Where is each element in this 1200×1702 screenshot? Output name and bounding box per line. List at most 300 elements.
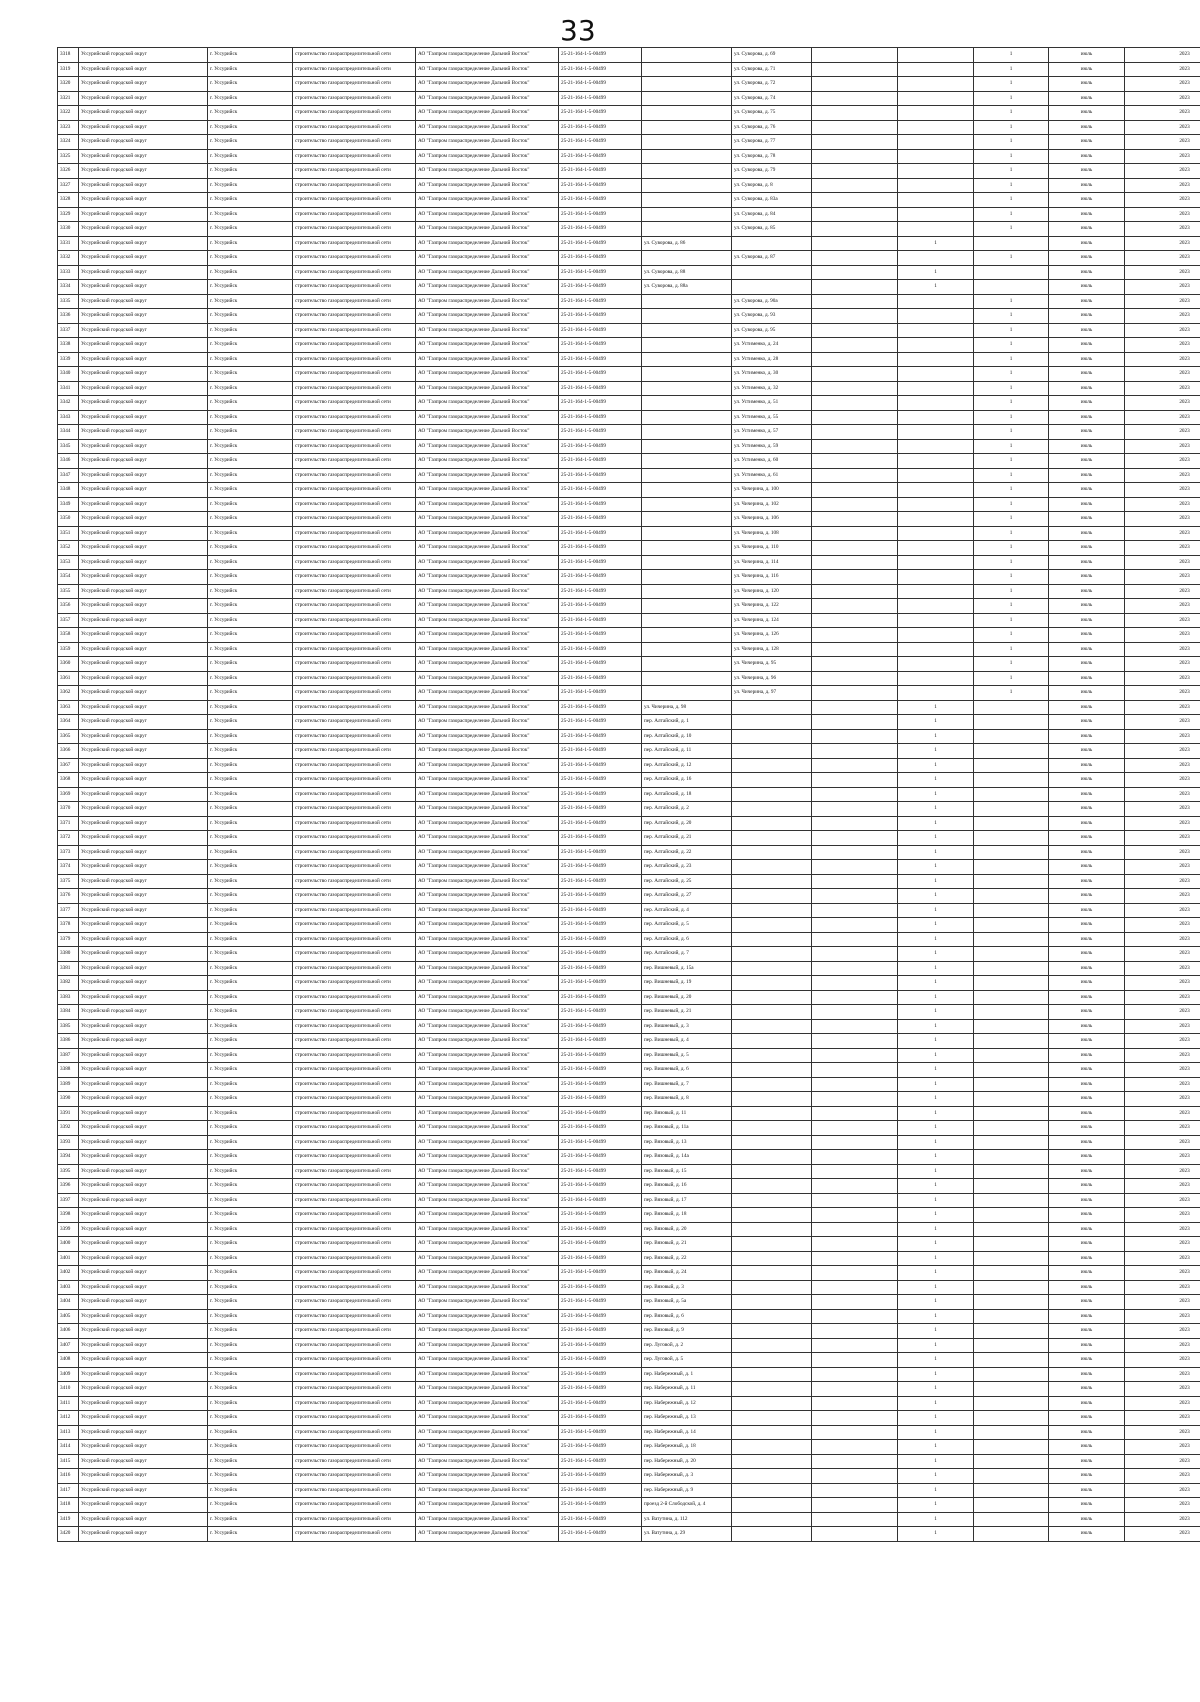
- row-number: 3318: [58, 48, 79, 63]
- work-type-cell: строительство газораспределительной сети: [293, 135, 416, 150]
- empty-cell: [898, 613, 974, 628]
- city-cell: г. Уссурийск: [208, 1077, 293, 1092]
- year-cell: 2023: [1125, 889, 1200, 904]
- work-type-cell: строительство газораспределительной сети: [293, 1077, 416, 1092]
- district-cell: Уссурийский городской округ: [79, 990, 208, 1005]
- month-cell: июль: [1049, 1338, 1125, 1353]
- registry-code-cell: 25-21-164-1-5-00499: [559, 1512, 642, 1527]
- work-type-cell: строительство газораспределительной сети: [293, 976, 416, 991]
- month-cell: июль: [1049, 1048, 1125, 1063]
- table-row: [58, 222, 1200, 237]
- work-type-cell: строительство газораспределительной сети: [293, 512, 416, 527]
- address-cell: пер. Вишневый, д. 7: [642, 1077, 732, 1092]
- empty-cell: [812, 1193, 898, 1208]
- month-cell: июль: [1049, 251, 1125, 266]
- work-type-cell: строительство газораспределительной сети: [293, 1193, 416, 1208]
- empty-cell: [812, 48, 898, 63]
- count-cell: 1: [974, 657, 1049, 672]
- empty-cell: [732, 860, 812, 875]
- year-cell: 2023: [1125, 367, 1200, 382]
- empty-cell: [642, 555, 732, 570]
- address-cell: пер. Вязовый, д. 3: [642, 1280, 732, 1295]
- row-number: 3358: [58, 628, 79, 643]
- empty-cell: [732, 903, 812, 918]
- table-row: [58, 1251, 1200, 1266]
- table-row: [58, 236, 1200, 251]
- work-type-cell: строительство газораспределительной сети: [293, 1063, 416, 1078]
- empty-cell: [898, 425, 974, 440]
- address-cell: ул. Чичерина, д. 122: [732, 599, 812, 614]
- address-cell: пер. Набережный, д. 11: [642, 1382, 732, 1397]
- empty-cell: [732, 1222, 812, 1237]
- registry-code-cell: 25-21-164-1-5-00499: [559, 1077, 642, 1092]
- city-cell: г. Уссурийск: [208, 976, 293, 991]
- empty-cell: [732, 1483, 812, 1498]
- city-cell: г. Уссурийск: [208, 758, 293, 773]
- empty-cell: [812, 787, 898, 802]
- year-cell: 2023: [1125, 1469, 1200, 1484]
- registry-code-cell: 25-21-164-1-5-00499: [559, 497, 642, 512]
- empty-cell: [974, 1338, 1049, 1353]
- table-row: [58, 541, 1200, 556]
- empty-cell: [898, 352, 974, 367]
- owner-cell: АО "Газпром газораспределение Дальний Восток": [416, 1193, 559, 1208]
- empty-cell: [642, 425, 732, 440]
- year-cell: 2023: [1125, 164, 1200, 179]
- empty-cell: [812, 657, 898, 672]
- empty-cell: [974, 729, 1049, 744]
- address-cell: пер. Луговой, д. 2: [642, 1338, 732, 1353]
- city-cell: г. Уссурийск: [208, 686, 293, 701]
- work-type-cell: строительство газораспределительной сети: [293, 207, 416, 222]
- district-cell: Уссурийский городской округ: [79, 1150, 208, 1165]
- month-cell: июль: [1049, 338, 1125, 353]
- district-cell: Уссурийский городской округ: [79, 91, 208, 106]
- district-cell: Уссурийский городской округ: [79, 1498, 208, 1513]
- work-type-cell: строительство газораспределительной сети: [293, 555, 416, 570]
- count-cell: 1: [898, 715, 974, 730]
- empty-cell: [974, 1295, 1049, 1310]
- city-cell: г. Уссурийск: [208, 1034, 293, 1049]
- row-number: 3386: [58, 1034, 79, 1049]
- month-cell: июль: [1049, 613, 1125, 628]
- year-cell: 2023: [1125, 541, 1200, 556]
- empty-cell: [898, 48, 974, 63]
- owner-cell: АО "Газпром газораспределение Дальний Восток": [416, 62, 559, 77]
- table-row: [58, 1425, 1200, 1440]
- registry-code-cell: 25-21-164-1-5-00499: [559, 1193, 642, 1208]
- row-number: 3382: [58, 976, 79, 991]
- table-row: [58, 352, 1200, 367]
- month-cell: июль: [1049, 236, 1125, 251]
- month-cell: июль: [1049, 265, 1125, 280]
- empty-cell: [732, 1527, 812, 1542]
- count-cell: 1: [898, 1135, 974, 1150]
- count-cell: 1: [974, 149, 1049, 164]
- empty-cell: [642, 120, 732, 135]
- year-cell: 2023: [1125, 715, 1200, 730]
- table-row: [58, 1193, 1200, 1208]
- city-cell: г. Уссурийск: [208, 309, 293, 324]
- owner-cell: АО "Газпром газораспределение Дальний Восток": [416, 1164, 559, 1179]
- empty-cell: [812, 1367, 898, 1382]
- owner-cell: АО "Газпром газораспределение Дальний Восток": [416, 1353, 559, 1368]
- address-cell: ул. Суворова, д. 90а: [732, 294, 812, 309]
- empty-cell: [812, 1527, 898, 1542]
- address-cell: пер. Вишневый, д. 20: [642, 990, 732, 1005]
- registry-code-cell: 25-21-164-1-5-00499: [559, 570, 642, 585]
- month-cell: июль: [1049, 1106, 1125, 1121]
- empty-cell: [974, 903, 1049, 918]
- empty-cell: [974, 744, 1049, 759]
- owner-cell: АО "Газпром газораспределение Дальний Восток": [416, 773, 559, 788]
- row-number: 3383: [58, 990, 79, 1005]
- count-cell: 1: [974, 48, 1049, 63]
- year-cell: 2023: [1125, 1425, 1200, 1440]
- month-cell: июль: [1049, 1353, 1125, 1368]
- month-cell: июль: [1049, 628, 1125, 643]
- owner-cell: АО "Газпром газораспределение Дальний Восток": [416, 497, 559, 512]
- work-type-cell: строительство газораспределительной сети: [293, 338, 416, 353]
- table-row: [58, 1150, 1200, 1165]
- empty-cell: [812, 1063, 898, 1078]
- year-cell: 2023: [1125, 309, 1200, 324]
- count-cell: 1: [898, 802, 974, 817]
- month-cell: июль: [1049, 1324, 1125, 1339]
- empty-cell: [642, 323, 732, 338]
- month-cell: июль: [1049, 48, 1125, 63]
- empty-cell: [732, 961, 812, 976]
- empty-cell: [812, 1034, 898, 1049]
- table-row: [58, 787, 1200, 802]
- district-cell: Уссурийский городской округ: [79, 903, 208, 918]
- address-cell: пер. Вязовый, д. 11а: [642, 1121, 732, 1136]
- empty-cell: [898, 468, 974, 483]
- year-cell: 2023: [1125, 1164, 1200, 1179]
- empty-cell: [732, 1425, 812, 1440]
- city-cell: г. Уссурийск: [208, 1295, 293, 1310]
- work-type-cell: строительство газораспределительной сети: [293, 1135, 416, 1150]
- city-cell: г. Уссурийск: [208, 1483, 293, 1498]
- empty-cell: [732, 1411, 812, 1426]
- empty-cell: [974, 860, 1049, 875]
- work-type-cell: строительство газораспределительной сети: [293, 1280, 416, 1295]
- table-row: [58, 48, 1200, 63]
- city-cell: г. Уссурийск: [208, 410, 293, 425]
- month-cell: июль: [1049, 1309, 1125, 1324]
- city-cell: г. Уссурийск: [208, 62, 293, 77]
- row-number: 3413: [58, 1425, 79, 1440]
- city-cell: г. Уссурийск: [208, 106, 293, 121]
- address-cell: пер. Алтайский, д. 2: [642, 802, 732, 817]
- row-number: 3345: [58, 439, 79, 454]
- empty-cell: [642, 164, 732, 179]
- year-cell: 2023: [1125, 671, 1200, 686]
- table-row: [58, 120, 1200, 135]
- year-cell: 2023: [1125, 439, 1200, 454]
- address-cell: ул. Устименко, д. 51: [732, 396, 812, 411]
- year-cell: 2023: [1125, 860, 1200, 875]
- empty-cell: [732, 1454, 812, 1469]
- owner-cell: АО "Газпром газораспределение Дальний Восток": [416, 918, 559, 933]
- count-cell: 1: [898, 787, 974, 802]
- address-cell: ул. Суворова, д. 84: [732, 207, 812, 222]
- month-cell: июль: [1049, 1121, 1125, 1136]
- year-cell: 2023: [1125, 686, 1200, 701]
- owner-cell: АО "Газпром газораспределение Дальний Восток": [416, 541, 559, 556]
- empty-cell: [898, 91, 974, 106]
- row-number: 3417: [58, 1483, 79, 1498]
- owner-cell: АО "Газпром газораспределение Дальний Восток": [416, 1483, 559, 1498]
- year-cell: 2023: [1125, 1440, 1200, 1455]
- district-cell: Уссурийский городской округ: [79, 1251, 208, 1266]
- work-type-cell: строительство газораспределительной сети: [293, 77, 416, 92]
- row-number: 3367: [58, 758, 79, 773]
- owner-cell: АО "Газпром газораспределение Дальний Восток": [416, 1498, 559, 1513]
- empty-cell: [812, 1498, 898, 1513]
- registry-code-cell: 25-21-164-1-5-00499: [559, 1121, 642, 1136]
- work-type-cell: строительство газораспределительной сети: [293, 1164, 416, 1179]
- empty-cell: [898, 396, 974, 411]
- city-cell: г. Уссурийск: [208, 323, 293, 338]
- district-cell: Уссурийский городской округ: [79, 106, 208, 121]
- registry-code-cell: 25-21-164-1-5-00499: [559, 149, 642, 164]
- row-number: 3335: [58, 294, 79, 309]
- count-cell: 1: [898, 1527, 974, 1542]
- empty-cell: [812, 106, 898, 121]
- table-row: [58, 1048, 1200, 1063]
- city-cell: г. Уссурийск: [208, 874, 293, 889]
- work-type-cell: строительство газораспределительной сети: [293, 1396, 416, 1411]
- empty-cell: [732, 845, 812, 860]
- empty-cell: [974, 1454, 1049, 1469]
- owner-cell: АО "Газпром газораспределение Дальний Восток": [416, 758, 559, 773]
- district-cell: Уссурийский городской округ: [79, 1440, 208, 1455]
- month-cell: июль: [1049, 1222, 1125, 1237]
- table-row: [58, 1092, 1200, 1107]
- registry-code-cell: 25-21-164-1-5-00499: [559, 1338, 642, 1353]
- owner-cell: АО "Газпром газораспределение Дальний Восток": [416, 338, 559, 353]
- empty-cell: [732, 802, 812, 817]
- count-cell: 1: [974, 425, 1049, 440]
- empty-cell: [812, 62, 898, 77]
- empty-cell: [732, 1498, 812, 1513]
- count-cell: 1: [898, 816, 974, 831]
- address-cell: пер. Вязовый, д. 16: [642, 1179, 732, 1194]
- empty-cell: [812, 193, 898, 208]
- month-cell: июль: [1049, 599, 1125, 614]
- district-cell: Уссурийский городской округ: [79, 1063, 208, 1078]
- month-cell: июль: [1049, 164, 1125, 179]
- empty-cell: [974, 1106, 1049, 1121]
- empty-cell: [732, 773, 812, 788]
- month-cell: июль: [1049, 1251, 1125, 1266]
- district-cell: Уссурийский городской округ: [79, 787, 208, 802]
- year-cell: 2023: [1125, 91, 1200, 106]
- work-type-cell: строительство газораспределительной сети: [293, 352, 416, 367]
- year-cell: 2023: [1125, 497, 1200, 512]
- year-cell: 2023: [1125, 396, 1200, 411]
- work-type-cell: строительство газораспределительной сети: [293, 265, 416, 280]
- count-cell: 1: [974, 381, 1049, 396]
- row-number: 3362: [58, 686, 79, 701]
- owner-cell: АО "Газпром газораспределение Дальний Восток": [416, 1048, 559, 1063]
- empty-cell: [812, 149, 898, 164]
- city-cell: г. Уссурийск: [208, 599, 293, 614]
- row-number: 3366: [58, 744, 79, 759]
- table-row: [58, 526, 1200, 541]
- month-cell: июль: [1049, 1498, 1125, 1513]
- city-cell: г. Уссурийск: [208, 990, 293, 1005]
- table-row: [58, 294, 1200, 309]
- work-type-cell: строительство газораспределительной сети: [293, 686, 416, 701]
- count-cell: 1: [898, 918, 974, 933]
- empty-cell: [812, 816, 898, 831]
- month-cell: июль: [1049, 1034, 1125, 1049]
- owner-cell: АО "Газпром газораспределение Дальний Восток": [416, 1179, 559, 1194]
- registry-code-cell: 25-21-164-1-5-00499: [559, 860, 642, 875]
- month-cell: июль: [1049, 642, 1125, 657]
- work-type-cell: строительство газораспределительной сети: [293, 106, 416, 121]
- work-type-cell: строительство газораспределительной сети: [293, 48, 416, 63]
- year-cell: 2023: [1125, 106, 1200, 121]
- city-cell: г. Уссурийск: [208, 1469, 293, 1484]
- row-number: 3404: [58, 1295, 79, 1310]
- year-cell: 2023: [1125, 990, 1200, 1005]
- month-cell: июль: [1049, 120, 1125, 135]
- empty-cell: [898, 294, 974, 309]
- district-cell: Уссурийский городской округ: [79, 251, 208, 266]
- city-cell: г. Уссурийск: [208, 1454, 293, 1469]
- table-row: [58, 889, 1200, 904]
- row-number: 3412: [58, 1411, 79, 1426]
- owner-cell: АО "Газпром газораспределение Дальний Восток": [416, 1411, 559, 1426]
- registry-code-cell: 25-21-164-1-5-00499: [559, 990, 642, 1005]
- month-cell: июль: [1049, 1208, 1125, 1223]
- registry-code-cell: 25-21-164-1-5-00499: [559, 1411, 642, 1426]
- registry-code-cell: 25-21-164-1-5-00499: [559, 874, 642, 889]
- address-cell: пер. Алтайский, д. 25: [642, 874, 732, 889]
- empty-cell: [812, 918, 898, 933]
- empty-cell: [642, 512, 732, 527]
- city-cell: г. Уссурийск: [208, 1048, 293, 1063]
- empty-cell: [732, 1367, 812, 1382]
- row-number: 3380: [58, 947, 79, 962]
- empty-cell: [812, 468, 898, 483]
- table-row: [58, 613, 1200, 628]
- year-cell: 2023: [1125, 265, 1200, 280]
- address-cell: пер. Вязовый, д. 14а: [642, 1150, 732, 1165]
- empty-cell: [898, 381, 974, 396]
- address-cell: ул. Суворова, д. 85: [732, 222, 812, 237]
- address-cell: ул. Чичерина, д. 100: [732, 483, 812, 498]
- month-cell: июль: [1049, 700, 1125, 715]
- empty-cell: [642, 106, 732, 121]
- empty-cell: [812, 1251, 898, 1266]
- work-type-cell: строительство газораспределительной сети: [293, 1222, 416, 1237]
- empty-cell: [642, 294, 732, 309]
- count-cell: 1: [898, 1164, 974, 1179]
- empty-cell: [898, 526, 974, 541]
- registry-code-cell: 25-21-164-1-5-00499: [559, 1237, 642, 1252]
- year-cell: 2023: [1125, 1353, 1200, 1368]
- registry-code-cell: 25-21-164-1-5-00499: [559, 48, 642, 63]
- owner-cell: АО "Газпром газораспределение Дальний Восток": [416, 729, 559, 744]
- registry-code-cell: 25-21-164-1-5-00499: [559, 135, 642, 150]
- empty-cell: [974, 1237, 1049, 1252]
- empty-cell: [732, 744, 812, 759]
- owner-cell: АО "Газпром газораспределение Дальний Восток": [416, 671, 559, 686]
- month-cell: июль: [1049, 787, 1125, 802]
- empty-cell: [898, 106, 974, 121]
- district-cell: Уссурийский городской округ: [79, 1396, 208, 1411]
- empty-cell: [642, 497, 732, 512]
- owner-cell: АО "Газпром газораспределение Дальний Восток": [416, 1135, 559, 1150]
- table-row: [58, 1527, 1200, 1542]
- empty-cell: [642, 483, 732, 498]
- count-cell: 1: [974, 483, 1049, 498]
- city-cell: г. Уссурийск: [208, 352, 293, 367]
- city-cell: г. Уссурийск: [208, 439, 293, 454]
- year-cell: 2023: [1125, 555, 1200, 570]
- registry-code-cell: 25-21-164-1-5-00499: [559, 831, 642, 846]
- table-row: [58, 976, 1200, 991]
- city-cell: г. Уссурийск: [208, 802, 293, 817]
- count-cell: 1: [974, 454, 1049, 469]
- year-cell: 2023: [1125, 744, 1200, 759]
- row-number: 3321: [58, 91, 79, 106]
- registry-code-cell: 25-21-164-1-5-00499: [559, 309, 642, 324]
- empty-cell: [812, 1338, 898, 1353]
- month-cell: июль: [1049, 62, 1125, 77]
- city-cell: г. Уссурийск: [208, 425, 293, 440]
- registry-code-cell: 25-21-164-1-5-00499: [559, 961, 642, 976]
- empty-cell: [974, 700, 1049, 715]
- registry-code-cell: 25-21-164-1-5-00499: [559, 1106, 642, 1121]
- address-cell: ул. Устименко, д. 24: [732, 338, 812, 353]
- owner-cell: АО "Газпром газораспределение Дальний Восток": [416, 106, 559, 121]
- district-cell: Уссурийский городской округ: [79, 613, 208, 628]
- count-cell: 1: [898, 1483, 974, 1498]
- count-cell: 1: [974, 222, 1049, 237]
- empty-cell: [812, 280, 898, 295]
- registry-code-cell: 25-21-164-1-5-00499: [559, 294, 642, 309]
- year-cell: 2023: [1125, 77, 1200, 92]
- work-type-cell: строительство газораспределительной сети: [293, 671, 416, 686]
- table-row: [58, 729, 1200, 744]
- year-cell: 2023: [1125, 700, 1200, 715]
- empty-cell: [974, 1411, 1049, 1426]
- empty-cell: [812, 1454, 898, 1469]
- empty-cell: [898, 338, 974, 353]
- empty-cell: [812, 642, 898, 657]
- count-cell: 1: [974, 599, 1049, 614]
- address-cell: пер. Вязовый, д. 11: [642, 1106, 732, 1121]
- empty-cell: [898, 512, 974, 527]
- registry-code-cell: 25-21-164-1-5-00499: [559, 381, 642, 396]
- district-cell: Уссурийский городской округ: [79, 265, 208, 280]
- month-cell: июль: [1049, 135, 1125, 150]
- empty-cell: [812, 178, 898, 193]
- table-row: [58, 483, 1200, 498]
- month-cell: июль: [1049, 77, 1125, 92]
- row-number: 3379: [58, 932, 79, 947]
- empty-cell: [898, 570, 974, 585]
- empty-cell: [732, 1135, 812, 1150]
- owner-cell: АО "Газпром газораспределение Дальний Восток": [416, 657, 559, 672]
- empty-cell: [812, 671, 898, 686]
- city-cell: г. Уссурийск: [208, 294, 293, 309]
